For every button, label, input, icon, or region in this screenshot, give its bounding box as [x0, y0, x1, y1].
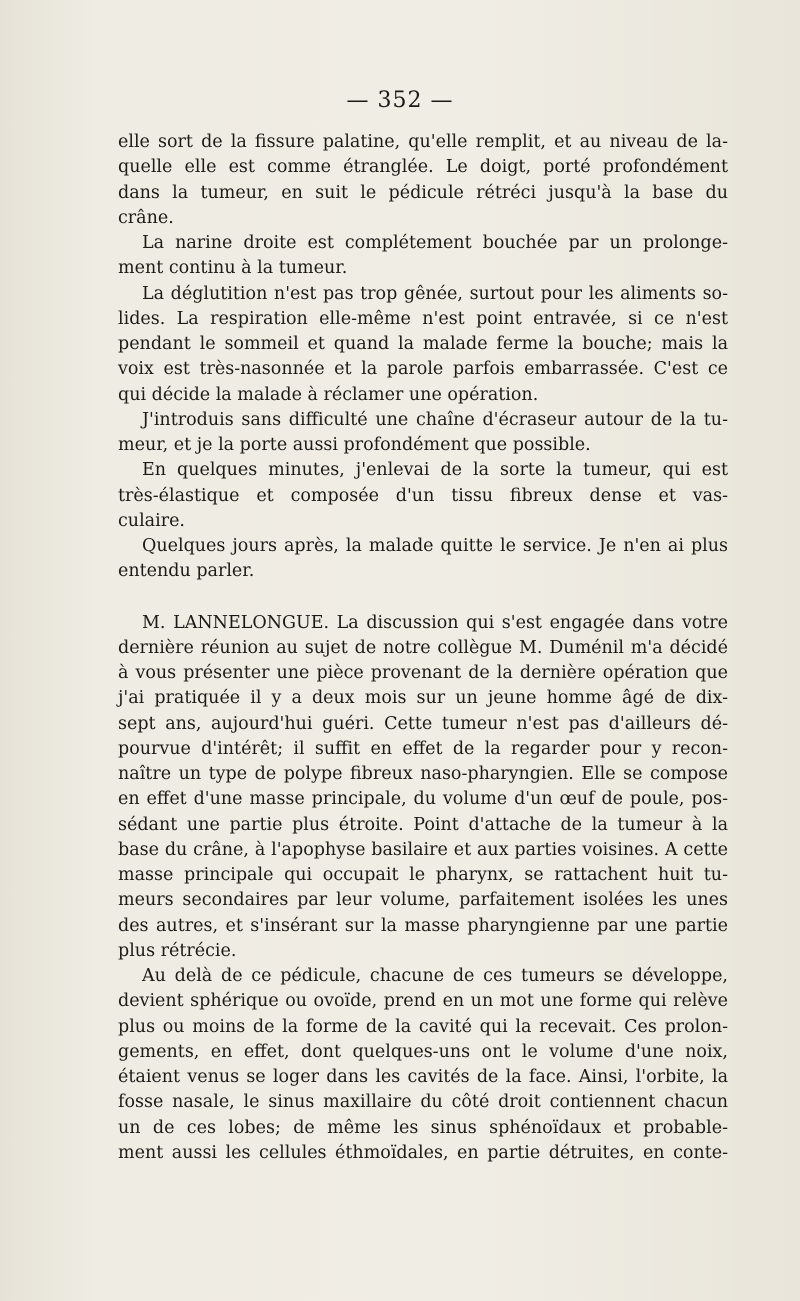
text-line: dernière réunion au sujet de notre collègue M. Duménil m'a décidé — [118, 637, 728, 658]
text-line: La déglutition n'est pas trop gênée, surtout pour les aliments so- — [142, 283, 728, 304]
body-text — [118, 130, 728, 1166]
text-line: j'ai pratiquée il y a deux mois sur un jeune homme âgé de dix- — [118, 688, 728, 709]
text-line: plus ou moins de la forme de la cavité qui la recevait. Ces prolon- — [118, 1016, 728, 1037]
text-line: à vous présenter une pièce provenant de la dernière opération que — [118, 663, 728, 683]
text-line: base du crâne, à l'apophyse basilaire et aux parties voisines. A cette — [118, 839, 728, 860]
text-line: elle sort de la fissure palatine, qu'elle remplit, et au niveau de la- — [118, 132, 728, 152]
text-line: Au delà de ce pédicule, chacune de ces tumeurs se développe, — [142, 966, 728, 986]
text-line: lides. La respiration elle-même n'est point entravée, si ce n'est — [118, 308, 728, 329]
text-line: ment aussi les cellules éthmoïdales, en partie détruites, en conte- — [118, 1142, 728, 1163]
text-line: masse principale qui occupait le pharynx, se rattachent huit tu- — [118, 865, 728, 885]
text-line: voix est très-nasonnée et la parole parfois embarrassée. C'est ce — [118, 359, 728, 380]
text-line: sept ans, aujourd'hui guéri. Cette tumeur n'est pas d'ailleurs dé- — [118, 713, 728, 734]
text-line: des autres, et s'insérant sur la masse pharyngienne par une partie — [118, 915, 728, 936]
text-line: meur, et je la porte aussi profondément que possible. — [118, 435, 591, 455]
text-line: dans la tumeur, en suit le pédicule rétréci jusqu'à la base du — [118, 182, 728, 203]
text-line: en effet d'une masse principale, du volume d'un œuf de poule, pos- — [118, 789, 728, 810]
speaker-line: M. LANNELONGUE. La discussion qui s'est engagée dans votre — [142, 612, 728, 633]
text-line: culaire. — [118, 510, 185, 531]
text-line: très-élastique et composée d'un tissu fibreux dense et vas- — [118, 485, 728, 506]
text-line: meurs secondaires par leur volume, parfaitement isolées les unes — [118, 890, 728, 911]
text-line: En quelques minutes, j'enlevai de la sorte la tumeur, qui est — [142, 460, 728, 481]
text-line: qui décide la malade à réclamer une opération. — [118, 384, 539, 405]
text-line: ment continu à la tumeur. — [118, 258, 348, 279]
text-line: Quelques jours après, la malade quitte le service. Je n'en ai plus — [142, 536, 728, 556]
text-line: plus rétrécie. — [118, 940, 237, 961]
text-line: un de ces lobes; de même les sinus sphénoïdaux et probable- — [118, 1117, 728, 1138]
text-line: naître un type de polype fibreux naso-pharyngien. Elle se compose — [118, 764, 728, 784]
text-line: pourvue d'intérêt; il suffit en effet de la regarder pour y recon- — [118, 738, 728, 759]
text-line: J'introduis sans difficulté une chaîne d'écraseur autour de la tu- — [142, 409, 728, 430]
text-line: devient sphérique ou ovoïde, prend en un mot une forme qui relève — [118, 991, 728, 1012]
text-line: étaient venus se loger dans les cavités de la face. Ainsi, l'orbite, la — [118, 1067, 728, 1087]
section-gap — [118, 585, 728, 611]
text-line: quelle elle est comme étranglée. Le doigt, porté profondément — [118, 157, 728, 178]
text-line: crâne. — [118, 207, 174, 228]
text-line: fosse nasale, le sinus maxillaire du côté droit contiennent chacun — [118, 1092, 728, 1113]
text-line: La narine droite est complétement bouchée par un prolonge- — [142, 233, 728, 253]
page-number: — 352 — — [346, 88, 454, 113]
text-line: sédant une partie plus étroite. Point d'attache de la tumeur à la — [118, 814, 728, 835]
text-line: entendu parler. — [118, 561, 255, 582]
text-line: pendant le sommeil et quand la malade ferme la bouche; mais la — [118, 334, 728, 354]
text-line: gements, en effet, dont quelques-uns ont le volume d'une noix, — [118, 1041, 728, 1062]
